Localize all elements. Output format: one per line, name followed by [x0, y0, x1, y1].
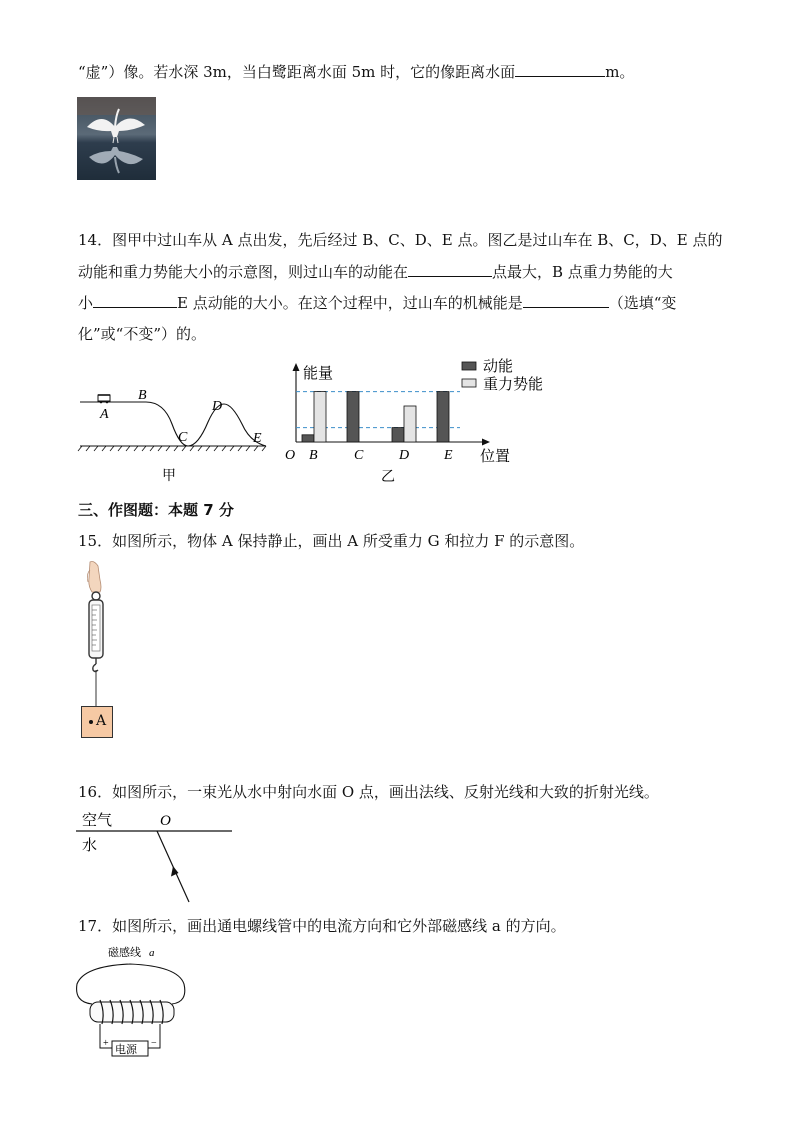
- answer-blank[interactable]: [523, 293, 609, 308]
- power-source-label: 电源: [115, 1044, 137, 1056]
- hook-icon: [93, 664, 98, 672]
- q14-line1: 14．图甲中过山车从 A 点出发，先后经过 B、C、D、E 点。图乙是过山车在 B、C，D、E 点的: [78, 231, 723, 249]
- bar-potential-b: [314, 392, 326, 442]
- legend-swatch-potential: [462, 379, 476, 387]
- bar-kinetic-b: [302, 435, 314, 442]
- water-label: 水: [82, 838, 98, 854]
- bar-kinetic-e: [437, 392, 449, 442]
- point-label-d: D: [212, 399, 223, 414]
- point-label-c: C: [178, 430, 188, 445]
- q13-line1: “虚”）像。若水深 3m，当白鹭距离水面 5m 时，它的像距离水面 m。: [78, 63, 635, 81]
- section-heading: 三、作图题：本题 7 分: [78, 501, 234, 519]
- figure-jia-track: [76, 380, 272, 485]
- center-dot: [89, 720, 93, 724]
- solenoid-figure: [72, 942, 192, 1062]
- bar-kinetic-c: [347, 392, 359, 442]
- block-label: A: [96, 713, 107, 729]
- q14-line3: 小 E 点动能的大小。在这个过程中，过山车的机械能是 （选填“变: [78, 294, 677, 312]
- field-line-a-label: a: [149, 947, 155, 959]
- chart-ylabel: 能量: [303, 366, 334, 382]
- magnetic-field-line: [77, 964, 185, 1004]
- chart-origin: O: [285, 448, 296, 463]
- air-label: 空气: [82, 813, 113, 829]
- legend-swatch-kinetic: [462, 362, 476, 370]
- figure-yi-chart: [280, 355, 560, 485]
- q15-text: 15．如图所示，物体 A 保持静止，画出 A 所受重力 G 和拉力 F 的示意图。: [78, 532, 585, 550]
- answer-blank[interactable]: [93, 293, 177, 308]
- x-tick-label-e: E: [444, 448, 453, 463]
- x-tick-label-d: D: [399, 448, 410, 463]
- point-label-b: B: [138, 388, 147, 403]
- point-label-a: A: [100, 407, 109, 422]
- q14-line2: 动能和重力势能大小的示意图，则过山车的动能在 点最大，B 点重力势能的大: [78, 263, 673, 281]
- power-minus-sign: −: [151, 1038, 157, 1049]
- chart-xlabel: 位置: [480, 449, 511, 465]
- x-tick-label-b: B: [309, 448, 318, 463]
- object-block-a: [81, 706, 113, 738]
- q14-line4: 化”或“不变”）的。: [78, 325, 207, 343]
- legend-label-potential: 重力势能: [483, 377, 544, 393]
- light-refraction-figure: [76, 808, 246, 908]
- q16-text: 16．如图所示，一束光从水中射向水面 O 点，画出法线、反射光线和大致的折射光线。: [78, 783, 659, 801]
- answer-blank[interactable]: [515, 62, 605, 77]
- hand-icon: [87, 562, 101, 593]
- figure-caption-yi: 乙: [381, 470, 395, 485]
- y-axis-arrow-icon: [293, 363, 300, 371]
- field-line-label: 磁感线: [108, 947, 141, 959]
- bar-potential-d: [404, 406, 416, 442]
- bar-kinetic-d: [392, 428, 404, 442]
- x-tick-label-c: C: [354, 448, 364, 463]
- point-label-e: E: [253, 431, 262, 446]
- figure-caption-jia: 甲: [162, 469, 176, 484]
- point-o-label: O: [160, 813, 171, 829]
- egret-photo: [77, 97, 156, 180]
- power-plus-sign: +: [103, 1038, 109, 1049]
- answer-blank[interactable]: [408, 262, 492, 277]
- q17-text: 17．如图所示，画出通电螺线管中的电流方向和它外部磁感线 a 的方向。: [78, 917, 566, 935]
- x-axis-arrow-icon: [482, 439, 490, 446]
- legend-label-kinetic: 动能: [483, 359, 514, 375]
